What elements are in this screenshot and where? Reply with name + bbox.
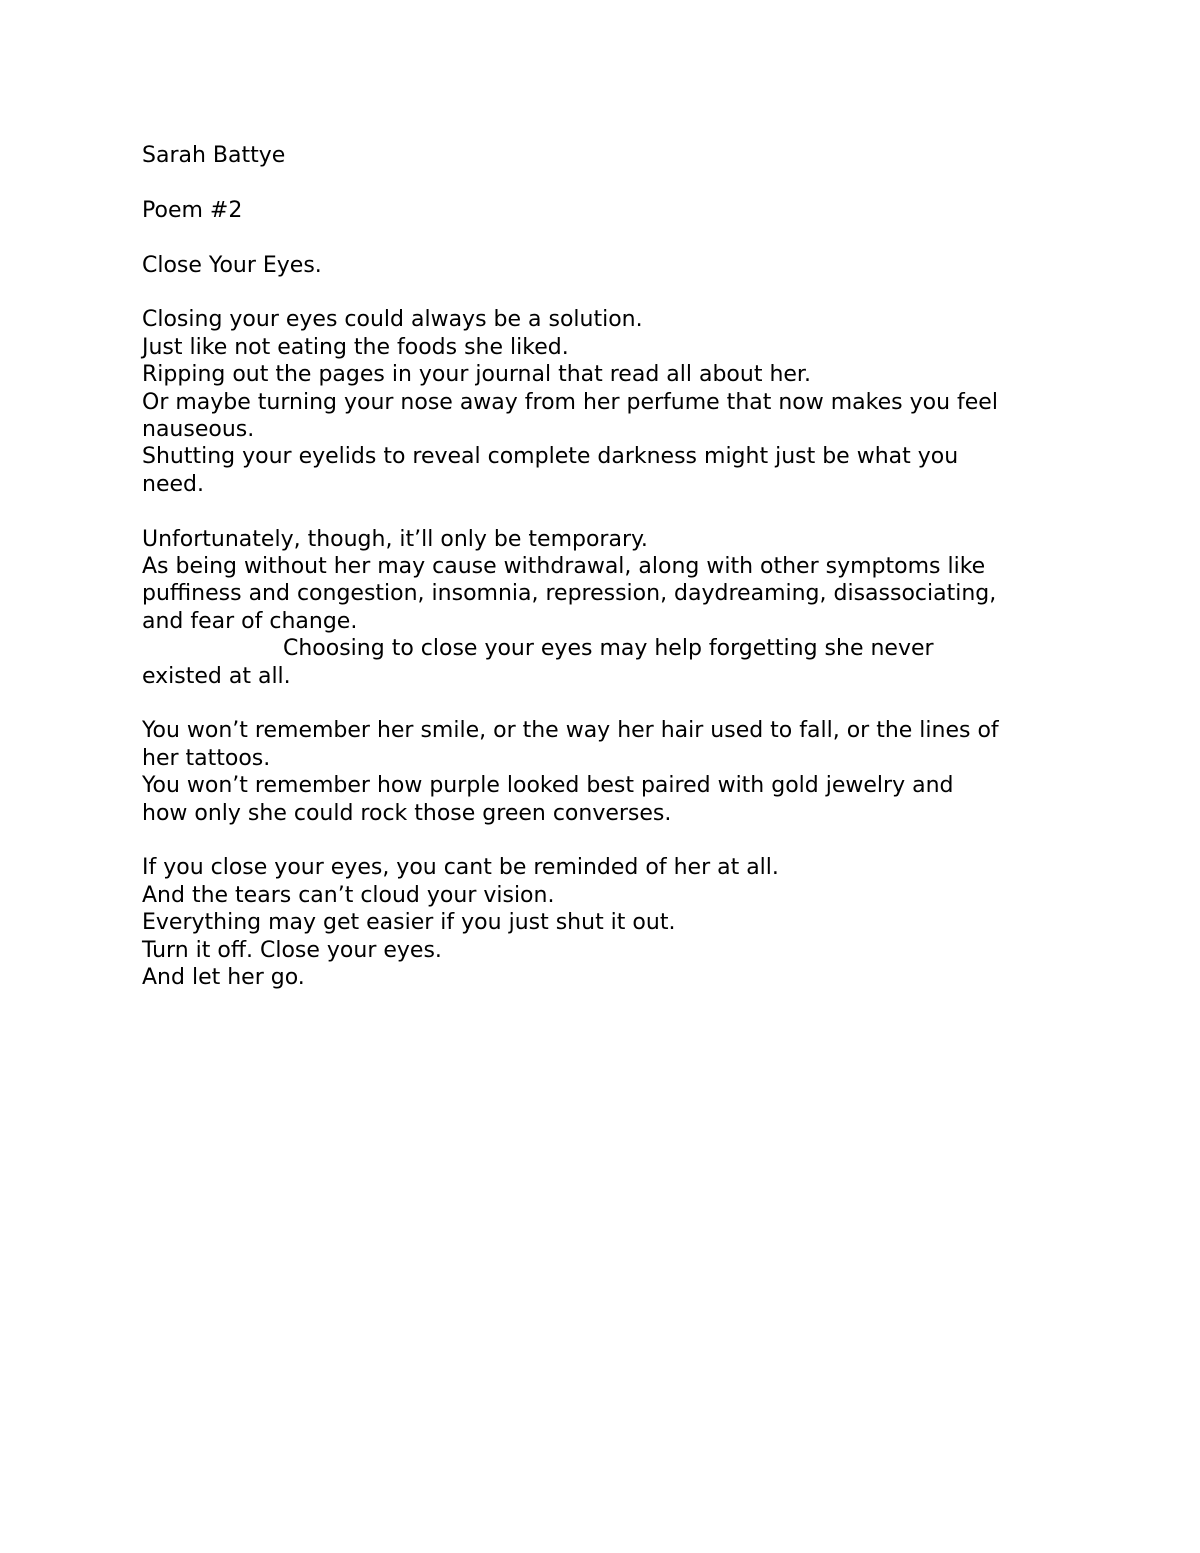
poem-line: Or maybe turning your nose away from her perfume that now makes you feel <box>142 389 998 415</box>
poem-line: Unfortunately, though, it’ll only be temporary. <box>142 526 648 552</box>
spacer <box>142 827 1072 854</box>
poem-line: nauseous. <box>142 417 255 443</box>
poem-line: existed at all. <box>142 663 291 689</box>
poem-line: Closing your eyes could always be a solution. <box>142 307 643 333</box>
stanza-3 <box>142 717 1072 827</box>
poem-line: Ripping out the pages in your journal that read all about her. <box>142 362 811 388</box>
indented-poem-line <box>142 635 1072 662</box>
author-name: Sarah Battye <box>142 143 286 168</box>
poem-line: Shutting your eyelids to reveal complete darkness might just be what you <box>142 444 959 470</box>
poem-line: You won’t remember her smile, or the way her hair used to fall, or the lines of <box>142 718 999 744</box>
poem-line: You won’t remember how purple looked best paired with gold jewelry and <box>142 773 954 799</box>
stanza-2 <box>142 526 1072 690</box>
spacer <box>142 224 1072 251</box>
poem-line: Everything may get easier if you just shut it out. <box>142 910 676 936</box>
poem-line: Just like not eating the foods she liked. <box>142 334 569 360</box>
spacer <box>142 169 1072 196</box>
poem-line: And the tears can’t cloud your vision. <box>142 882 555 908</box>
poem-line: puffiness and congestion, insomnia, repression, daydreaming, disassociating, <box>142 581 997 607</box>
spacer <box>142 279 1072 306</box>
poem-title: Close Your Eyes. <box>142 252 322 278</box>
poem-line: As being without her may cause withdrawal, along with other symptoms like <box>142 554 986 580</box>
spacer <box>142 690 1072 717</box>
poem-line: If you close your eyes, you cant be reminded of her at all. <box>142 855 779 881</box>
poem-line: her tattoos. <box>142 745 271 771</box>
poem-line: Turn it off. Close your eyes. <box>142 937 442 963</box>
poem-line: And let her go. <box>142 965 305 991</box>
spacer <box>142 498 1072 525</box>
poem-body <box>142 142 1072 992</box>
stanza-1 <box>142 306 1072 498</box>
poem-number: Poem #2 <box>142 197 243 223</box>
poem-line: need. <box>142 471 204 497</box>
stanza-4 <box>142 854 1072 991</box>
poem-line-text: Choosing to close your eyes may help forgetting she never <box>283 636 934 662</box>
poem-line: and fear of change. <box>142 608 358 634</box>
poem-line: how only she could rock those green converses. <box>142 800 672 826</box>
